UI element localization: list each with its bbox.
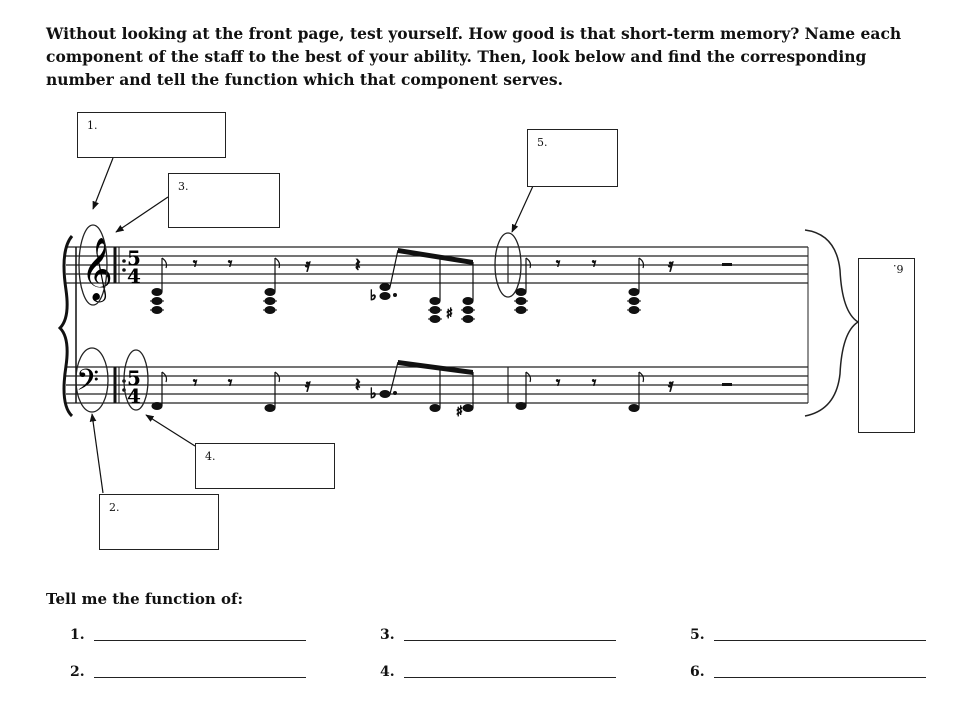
svg-text:𝄿: 𝄿 xyxy=(305,375,311,396)
function-answer-line-3[interactable] xyxy=(404,640,616,641)
label-box-4[interactable] xyxy=(195,443,335,489)
function-item-6-label: 6. xyxy=(690,664,705,680)
bass-time-sig-bottom: 4 xyxy=(127,384,141,408)
svg-text:𝄾: 𝄾 xyxy=(228,254,233,273)
function-item-5-label: 5. xyxy=(690,627,705,643)
treble-staff xyxy=(66,247,808,283)
treble-notes xyxy=(150,248,732,323)
bass-staff xyxy=(66,367,808,403)
label-box-6[interactable] xyxy=(858,258,915,433)
svg-text:♭: ♭ xyxy=(370,386,377,402)
function-item-4-label: 4. xyxy=(380,664,395,680)
grand-staff-brace xyxy=(60,236,72,416)
treble-time-sig-bottom: 4 xyxy=(127,264,141,288)
bass-time-sig-top: 5 xyxy=(127,366,141,390)
function-answer-line-2[interactable] xyxy=(94,677,306,678)
label-box-5[interactable] xyxy=(527,129,618,187)
svg-text:𝄾: 𝄾 xyxy=(228,373,233,392)
function-answer-line-1[interactable] xyxy=(94,640,306,641)
svg-text:𝄾: 𝄾 xyxy=(592,254,597,273)
instructions-text: Without looking at the front page, test yourself. How good is that short-term memory? Name each component of the staff to the best of your ability. Then, look below and find the corresponding number and tell the function which that component serves. xyxy=(46,24,902,89)
svg-text:𝄿: 𝄿 xyxy=(668,255,674,276)
svg-text:𝄽: 𝄽 xyxy=(355,375,361,396)
function-answer-line-4[interactable] xyxy=(404,677,616,678)
label-box-1[interactable] xyxy=(77,112,226,158)
label-box-5-number: 5. xyxy=(537,136,548,149)
function-answer-line-6[interactable] xyxy=(714,677,926,678)
label-box-3[interactable] xyxy=(168,173,280,228)
function-section-title: Tell me the function of: xyxy=(46,590,243,608)
svg-text:𝄿: 𝄿 xyxy=(305,255,311,276)
function-item-1-label: 1. xyxy=(70,627,85,643)
label-box-4-number: 4. xyxy=(205,450,216,463)
bass-clef-icon: 𝄢 xyxy=(76,364,100,405)
label-box-2-number: 2. xyxy=(109,501,120,514)
svg-text:𝄾: 𝄾 xyxy=(556,254,561,273)
svg-text:♯: ♯ xyxy=(446,306,453,322)
treble-time-sig-top: 5 xyxy=(127,246,141,270)
treble-clef-icon: 𝄞 xyxy=(81,237,113,300)
label-box-3-number: 3. xyxy=(178,180,189,193)
label-box-6-number: 6. xyxy=(893,262,904,275)
label-box-1-number: 1. xyxy=(87,119,98,132)
svg-text:♭: ♭ xyxy=(370,288,377,304)
label-box-2[interactable] xyxy=(99,494,219,550)
svg-text:𝄽: 𝄽 xyxy=(355,255,361,276)
svg-text:𝄾: 𝄾 xyxy=(193,373,198,392)
svg-text:𝄾: 𝄾 xyxy=(193,254,198,273)
function-answer-line-5[interactable] xyxy=(714,640,926,641)
right-brace xyxy=(805,230,858,416)
svg-text:♯: ♯ xyxy=(456,404,463,420)
bass-notes xyxy=(152,360,732,420)
svg-text:𝄾: 𝄾 xyxy=(556,373,561,392)
function-item-2-label: 2. xyxy=(70,664,85,680)
svg-text:𝄾: 𝄾 xyxy=(592,373,597,392)
svg-text:𝄿: 𝄿 xyxy=(668,375,674,396)
function-item-3-label: 3. xyxy=(380,627,395,643)
